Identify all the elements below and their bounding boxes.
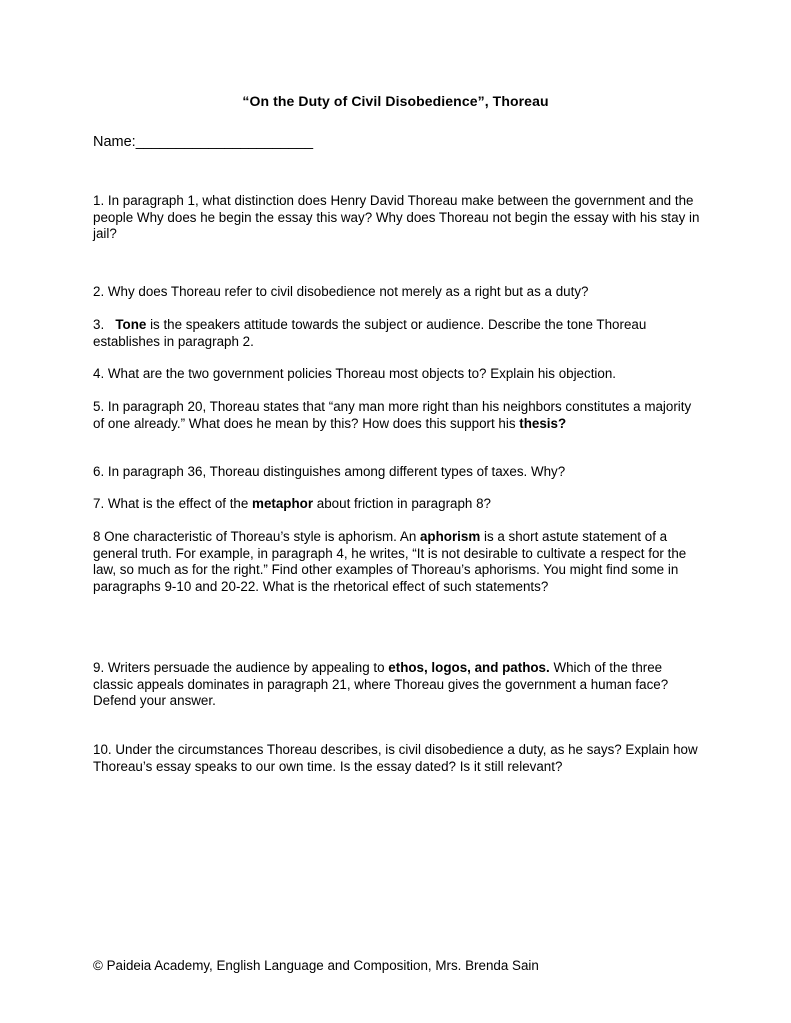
question-7 [93, 496, 703, 513]
question-7-rest: about friction in paragraph 8? [313, 496, 491, 511]
question-2: 2. Why does Thoreau refer to civil disobedience not merely as a right but as a duty? [93, 284, 589, 299]
question-7-term: metaphor [252, 496, 314, 511]
question-8 [93, 529, 703, 595]
question-8-term: aphorism [419, 529, 481, 544]
question-9-rest: Which of the three classic appeals dominates in paragraph 21, where Thoreau gives the government a human face? Defend your answer. [93, 660, 669, 708]
question-7-text: 7. What is the effect of the [93, 496, 253, 511]
question-5 [93, 399, 703, 432]
question-8-text: 8 One characteristic of Thoreau’s style is aphorism. An [93, 529, 420, 544]
question-3-term: Tone [115, 317, 147, 332]
question-9-term: ethos, logos, and pathos. [388, 660, 550, 675]
question-6: 6. In paragraph 36, Thoreau distinguishes among different types of taxes. Why? [93, 464, 566, 479]
question-3 [93, 317, 703, 350]
question-3-number: 3. [93, 317, 116, 332]
question-3-text: is the speakers attitude towards the subject or audience. Describe the tone Thoreau establishes in paragraph 2. [93, 317, 647, 349]
question-5-term: thesis? [519, 415, 567, 431]
page-title: “On the Duty of Civil Disobedience”, Thoreau [242, 93, 549, 109]
question-9 [93, 660, 703, 710]
copyright-footer: © Paideia Academy, English Language and Composition, Mrs. Brenda Sain [93, 958, 539, 973]
question-1: 1. In paragraph 1, what distinction does Henry David Thoreau make between the government and the people Why does he begin the essay this way? Why does Thoreau not begin the essay with his stay in jail? [93, 193, 700, 241]
question-4: 4. What are the two government policies Thoreau most objects to? Explain his objection. [93, 366, 617, 381]
question-9-text: 9. Writers persuade the audience by appealing to [93, 660, 389, 675]
question-8-rest: is a short astute statement of a general truth. For example, in paragraph 4, he writes, “It is not desirable to cultivate a respect for the law, so much as for the right.” Find other examples of Thoreau’s aphorisms. You might find some in paragraphs 9-10 and 20-22. What is the rhetorical effect of such statements? [93, 529, 687, 594]
question-5-text: 5. In paragraph 20, Thoreau states that “any man more right than his neighbors constitutes a majority of one already.” What does he mean by this? How does this support his [93, 399, 692, 431]
name-field-line: Name:______________________ [93, 134, 314, 150]
question-10: 10. Under the circumstances Thoreau describes, is civil disobedience a duty, as he says? Explain how Thoreau’s essay speaks to our own time. Is the essay dated? Is it still relevant? [93, 742, 698, 774]
